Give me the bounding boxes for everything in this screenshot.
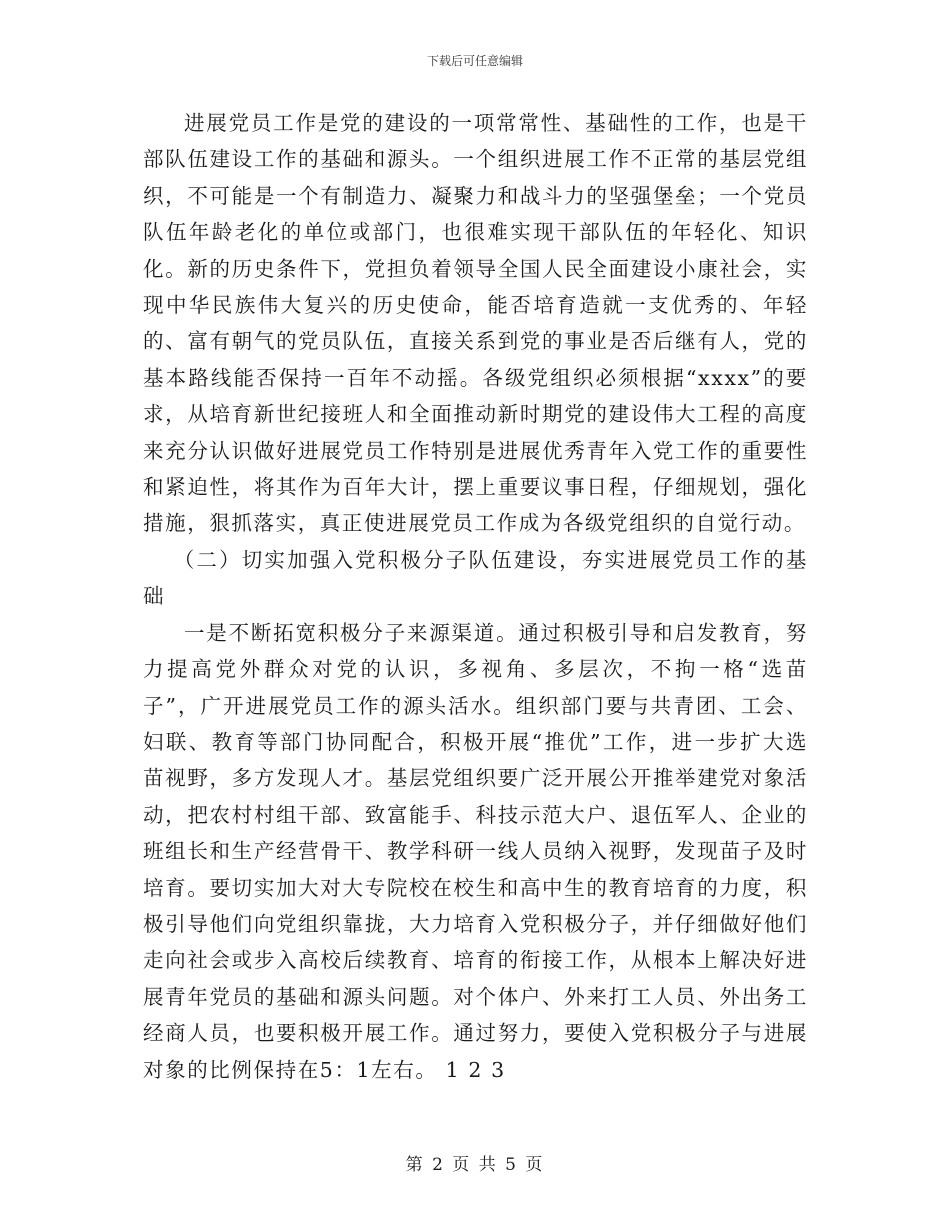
paragraph-activist-sources: 一是不断拓宽积极分子来源渠道。通过积极引导和启发教育，努力提高党外群众对党的认识，多视角、多层次，不拘一格“选苗子”，广开进展党员工作的源头活水。组织部门要与共青团、工会、妇联、教育等部门协同配合，积极开展“推优”工作，进一步扩大选苗视野，多方发现人才。基层党组织要广泛开展公开推举建党对象活动，把农村村组干部、致富能手、科技示范大户、退伍军人、企业的班组长和生产经营骨干、教学科研一线人员纳入视野，发现苗子及时培育。要切实加大对大专院校在校生和高中生的教育培育的力度，积极引导他们向党组织靠拢，大力培育入党积极分子，并仔细做好他们走向社会或步入高校后续教育、培育的衔接工作，从根本上解决好进展青年党员的基础和源头问题。对个体户、外来打工人员、外出务工经商人员，也要积极开展工作。通过努力，要使入党积极分子与进展对象的比例保持在5：1左右。 1 2 3 bbox=[143, 620, 808, 1082]
page-number: 第 2 页 共 5 页 bbox=[405, 1155, 545, 1175]
document-body bbox=[143, 105, 808, 1088]
paragraph-importance: 进展党员工作是党的建设的一项常常性、基础性的工作，也是干部队伍建设工作的基础和源头。一个组织进展工作不正常的基层党组织，不可能是一个有制造力、凝聚力和战斗力的坚强堡垒；一个党员队伍年龄老化的单位或部门，也很难实现干部队伍的年轻化、知识化。新的历史条件下，党担负着领导全国人民全面建设小康社会，实现中华民族伟大复兴的历史使命，能否培育造就一支优秀的、年轻的、富有朝气的党员队伍，直接关系到党的事业是否后继有人，党的基本路线能否保持一百年不动摇。各级党组织必须根据“xxxx”的要求，从培育新世纪接班人和全面推动新时期党的建设伟大工程的高度来充分认识做好进展党员工作特别是进展优秀青年入党工作的重要性和紧迫性，将其作为百年大计，摆上重要议事日程，仔细规划，强化措施，狠抓落实，真正使进展党员工作成为各级党组织的自觉行动。 bbox=[143, 111, 808, 536]
page-header-note: 下载后可任意编辑 bbox=[426, 54, 523, 68]
section-heading: （二）切实加强入党积极分子队伍建设，夯实进展党员工作的基础 bbox=[143, 547, 808, 609]
